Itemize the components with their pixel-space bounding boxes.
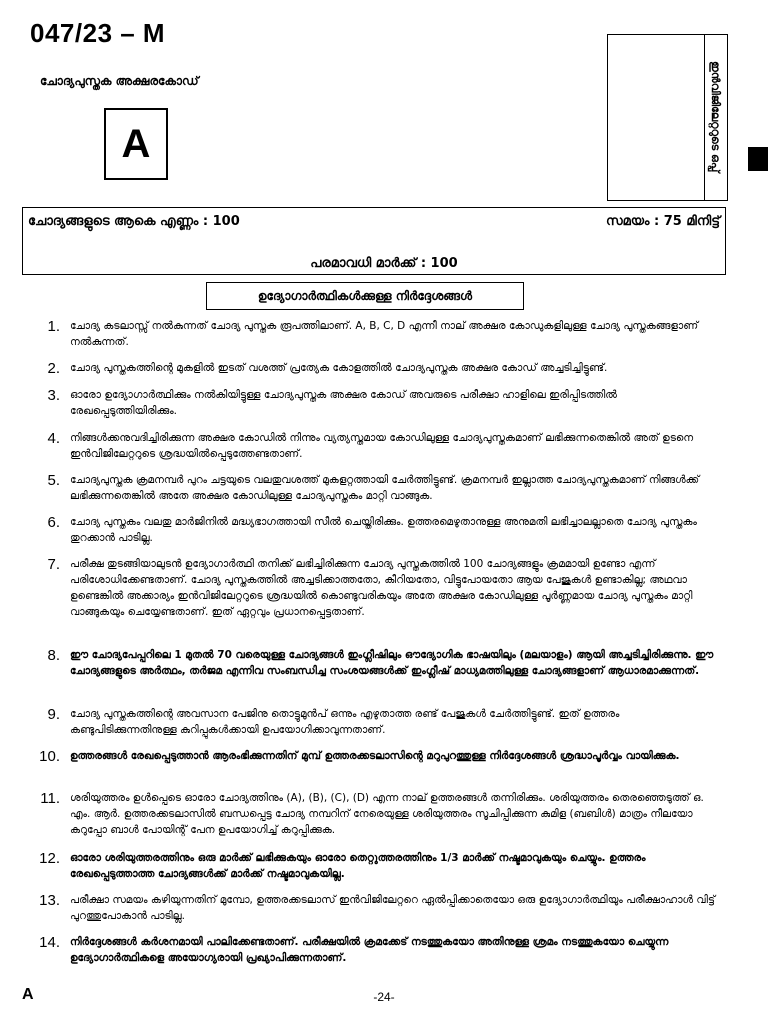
instruction-number: 9.	[47, 706, 60, 723]
instruction-text: നിങ്ങൾക്കനുവദിച്ചിരിക്കുന്ന അക്ഷര കോഡിൽ നിന്നും വ്യത്യസ്തമായ കോഡിലുള്ള ചോദ്യപുസ്തകമാണ് ലഭിക്കുന്നതെങ്കിൽ അത് ഉടനെ ഇൻവിജിലേറ്ററുടെ ശ്രദ്ധയിൽപ്പെടുത്തേണ്ടതാണ്.	[70, 432, 694, 460]
instruction-number: 10.	[39, 748, 60, 765]
instruction-text: ശരിയുത്തരം ഉൾപ്പെടെ ഓരോ ചോദ്യത്തിനും (A), (B), (C), (D) എന്ന നാല് ഉത്തരങ്ങൾ തന്നിരിക്കും. ശരിയുത്തരം തെരഞ്ഞെടുത്ത് ഒ. എം. ആർ. ഉത്തരക്കടലാസിൽ ബന്ധപ്പെട്ട ചോദ്യ നമ്പറിന് നേരെയുള്ള ശരിയുത്തരം സൂചിപ്പിക്കുന്ന കുമിള (ബബിൾ) മാത്രം നീലയോ കറുപ്പോ ബാൾ പോയിന്റ് പേന ഉപയോഗിച്ച് കറുപ്പിക്കുക.	[70, 792, 704, 836]
question-count: ചോദ്യങ്ങളുടെ ആകെ എണ്ണം : 100	[28, 214, 240, 229]
instruction-number: 12.	[39, 850, 60, 867]
booklet-letter-box: A	[104, 108, 168, 180]
instruction-text: ചോദ്യ കടലാസ്സ് നൽകുന്നത് ചോദ്യ പുസ്തക രൂപത്തിലാണ്. A, B, C, D എന്നീ നാല് അക്ഷര കോഡുകളിലുള്ള ചോദ്യ പുസ്തകങ്ങളാണ് നൽകുന്നത്.	[70, 320, 699, 348]
instruction-number: 7.	[47, 556, 60, 573]
instruction-number: 8.	[47, 647, 60, 664]
booklet-code-label: ചോദ്യപുസ്തക അക്ഷരകോഡ്	[40, 74, 199, 88]
maximum-marks: പരമാവധി മാർക്ക് : 100	[310, 256, 458, 271]
instruction-number: 6.	[47, 514, 60, 531]
instruction-text: ഓരോ ഉദ്യോഗാർത്ഥിക്കും നൽകിയിട്ടുള്ള ചോദ്യപുസ്തക അക്ഷര കോഡ് അവരുടെ പരീക്ഷാ ഹാളിലെ ഇരിപ്പിടത്തിൽ രേഖപ്പെടുത്തിയിരിക്കും.	[70, 389, 617, 417]
instruction-text: ചോദ്യപുസ്തക ക്രമനമ്പർ പുറം ചട്ടയുടെ വലതുവശത്ത് മുകളറ്റത്തായി ചേർത്തിട്ടുണ്ട്. ക്രമനമ്പർ ഇല്ലാത്ത ചോദ്യപുസ്തകമാണ് നിങ്ങൾക്ക് ലഭിക്കുന്നതെങ്കിൽ അതേ അക്ഷര കോഡിലുള്ള ചോദ്യപുസ്തകം മാറ്റി വാങ്ങുക.	[70, 474, 700, 502]
instruction-text: നിർദ്ദേശങ്ങൾ കർശനമായി പാലിക്കേണ്ടതാണ്. പരീക്ഷയിൽ ക്രമക്കേട് നടത്തുകയോ അതിനുള്ള ശ്രമം നടത്തുകയോ ചെയ്യുന്ന ഉദ്യോഗാർത്ഥികളെ അയോഗ്യരായി പ്രഖ്യാപിക്കുന്നതാണ്.	[70, 936, 669, 964]
instruction-text: ചോദ്യ പുസ്തകത്തിന്റെ അവസാന പേജിനു തൊട്ടുമുൻപ് ഒന്നും എഴുതാത്ത രണ്ട് പേജുകൾ ചേർത്തിട്ടുണ്ട്. ഇത് ഉത്തരം കണ്ടുപിടിക്കുന്നതിനുള്ള കുറിപ്പുകൾക്കായി ഉപയോഗിക്കാവുന്നതാണ്.	[70, 708, 620, 736]
instruction-text: ഓരോ ശരിയുത്തരത്തിനും ഒരു മാർക്ക് ലഭിക്കുകയും ഓരോ തെറ്റുത്തരത്തിനും 1/3 മാർക്ക് നഷ്ടമാവുകയും ചെയ്യും. ഉത്തരം രേഖപ്പെടുത്താത്ത ചോദ്യങ്ങൾക്ക് മാർക്ക് നഷ്ടമാവുകയില്ല.	[70, 852, 646, 880]
instruction-number: 4.	[47, 430, 60, 447]
page-number: -24-	[373, 990, 395, 1004]
instruction-number: 14.	[39, 934, 60, 951]
instruction-number: 2.	[47, 360, 60, 377]
instruction-text: ചോദ്യ പുസ്തകം വലതു മാർജിനിൽ മദ്ധ്യഭാഗത്തായി സീൽ ചെയ്തിരിക്കും. ഉത്തരമെഴുതാനുള്ള അനുമതി ലഭിച്ചാലല്ലാതെ ചോദ്യ പുസ്തകം തുറക്കാൻ പാടില്ല.	[70, 516, 697, 544]
signature-label: ഇൻവിജിലേറ്ററുടെ ഒപ്പ്	[709, 60, 722, 173]
instruction-number: 1.	[47, 318, 60, 335]
instruction-number: 5.	[47, 472, 60, 489]
instruction-number: 11.	[40, 790, 60, 807]
edge-tab-mark	[748, 147, 768, 171]
instruction-number: 13.	[39, 892, 60, 909]
instruction-number: 3.	[47, 387, 60, 404]
instruction-text: പരീക്ഷാ സമയം കഴിയുന്നതിന് മുമ്പോ, ഉത്തരക്കടലാസ് ഇൻവിജിലേറ്ററെ ഏൽപ്പിക്കാതെയോ ഒരു ഉദ്യോഗാർത്ഥിയും പരീക്ഷാഹാൾ വിട്ട് പുറത്തുപോകാൻ പാടില്ല.	[70, 894, 716, 922]
instructions-title: ഉദ്യോഗാർത്ഥികൾക്കുള്ള നിർദ്ദേശങ്ങൾ	[206, 282, 524, 310]
instruction-text: ഈ ചോദ്യപേപ്പറിലെ 1 മുതൽ 70 വരെയുള്ള ചോദ്യങ്ങൾ ഇംഗ്ലീഷിലും ഔദ്യോഗിക ഭാഷയിലും (മലയാളം) ആയി അച്ചടിച്ചിരിക്കുന്നു. ഈ ചോദ്യങ്ങളുടെ അർത്ഥം, തർജമ എന്നിവ സംബന്ധിച്ച സംശയങ്ങൾക്ക് ഇംഗ്ലീഷ് മാധ്യമത്തിലുള്ള ചോദ്യങ്ങളാണ് ആധാരമാക്കുന്നത്.	[70, 649, 714, 677]
instruction-text: ഉത്തരങ്ങൾ രേഖപ്പെടുത്താൻ ആരംഭിക്കുന്നതിന് മുമ്പ് ഉത്തരക്കടലാസിന്റെ മറുപുറത്തുള്ള നിർദ്ദേശങ്ങൾ ശ്രദ്ധാപൂർവ്വം വായിക്കുക.	[70, 750, 680, 762]
exam-time: സമയം : 75 മിനിട്ട്	[605, 214, 720, 229]
paper-code: 047/23 – M	[30, 18, 166, 48]
instruction-text: ചോദ്യ പുസ്തകത്തിന്റെ മുകളിൽ ഇടത് വശത്ത് പ്രത്യേക കോളത്തിൽ ചോദ്യപുസ്തക അക്ഷര കോഡ് അച്ചടിച്ചിട്ടുണ്ട്.	[70, 362, 608, 374]
invigilator-signature-box	[607, 34, 705, 201]
instruction-text: പരീക്ഷ തുടങ്ങിയാലുടൻ ഉദ്യോഗാർത്ഥി തനിക്ക് ലഭിച്ചിരിക്കുന്ന ചോദ്യ പുസ്തകത്തിൽ 100 ചോദ്യങ്ങളും ക്രമമായി ഉണ്ടോ എന്ന് പരിശോധിക്കേണ്ടതാണ്. ചോദ്യ പുസ്തകത്തിൽ അച്ചടിക്കാത്തതോ, കീറിയതോ, വിട്ടുപോയതോ ആയ പേജുകൾ ഉണ്ടാകില്ല; അഥവാ ഉണ്ടെങ്കിൽ അക്കാര്യം ഇൻവിജിലേറ്ററുടെ ശ്രദ്ധയിൽ കൊണ്ടുവരികയും അതേ അക്ഷര കോഡിലുള്ള പൂർണ്ണമായ ചോദ്യ പുസ്തകം മാറ്റി വാങ്ങുകയും ചെയ്യേണ്ടതാണ്. ഇത് ഏറ്റവും പ്രധാനപ്പെട്ടതാണ്.	[70, 558, 693, 618]
footer-booklet-letter: A	[22, 986, 34, 1003]
